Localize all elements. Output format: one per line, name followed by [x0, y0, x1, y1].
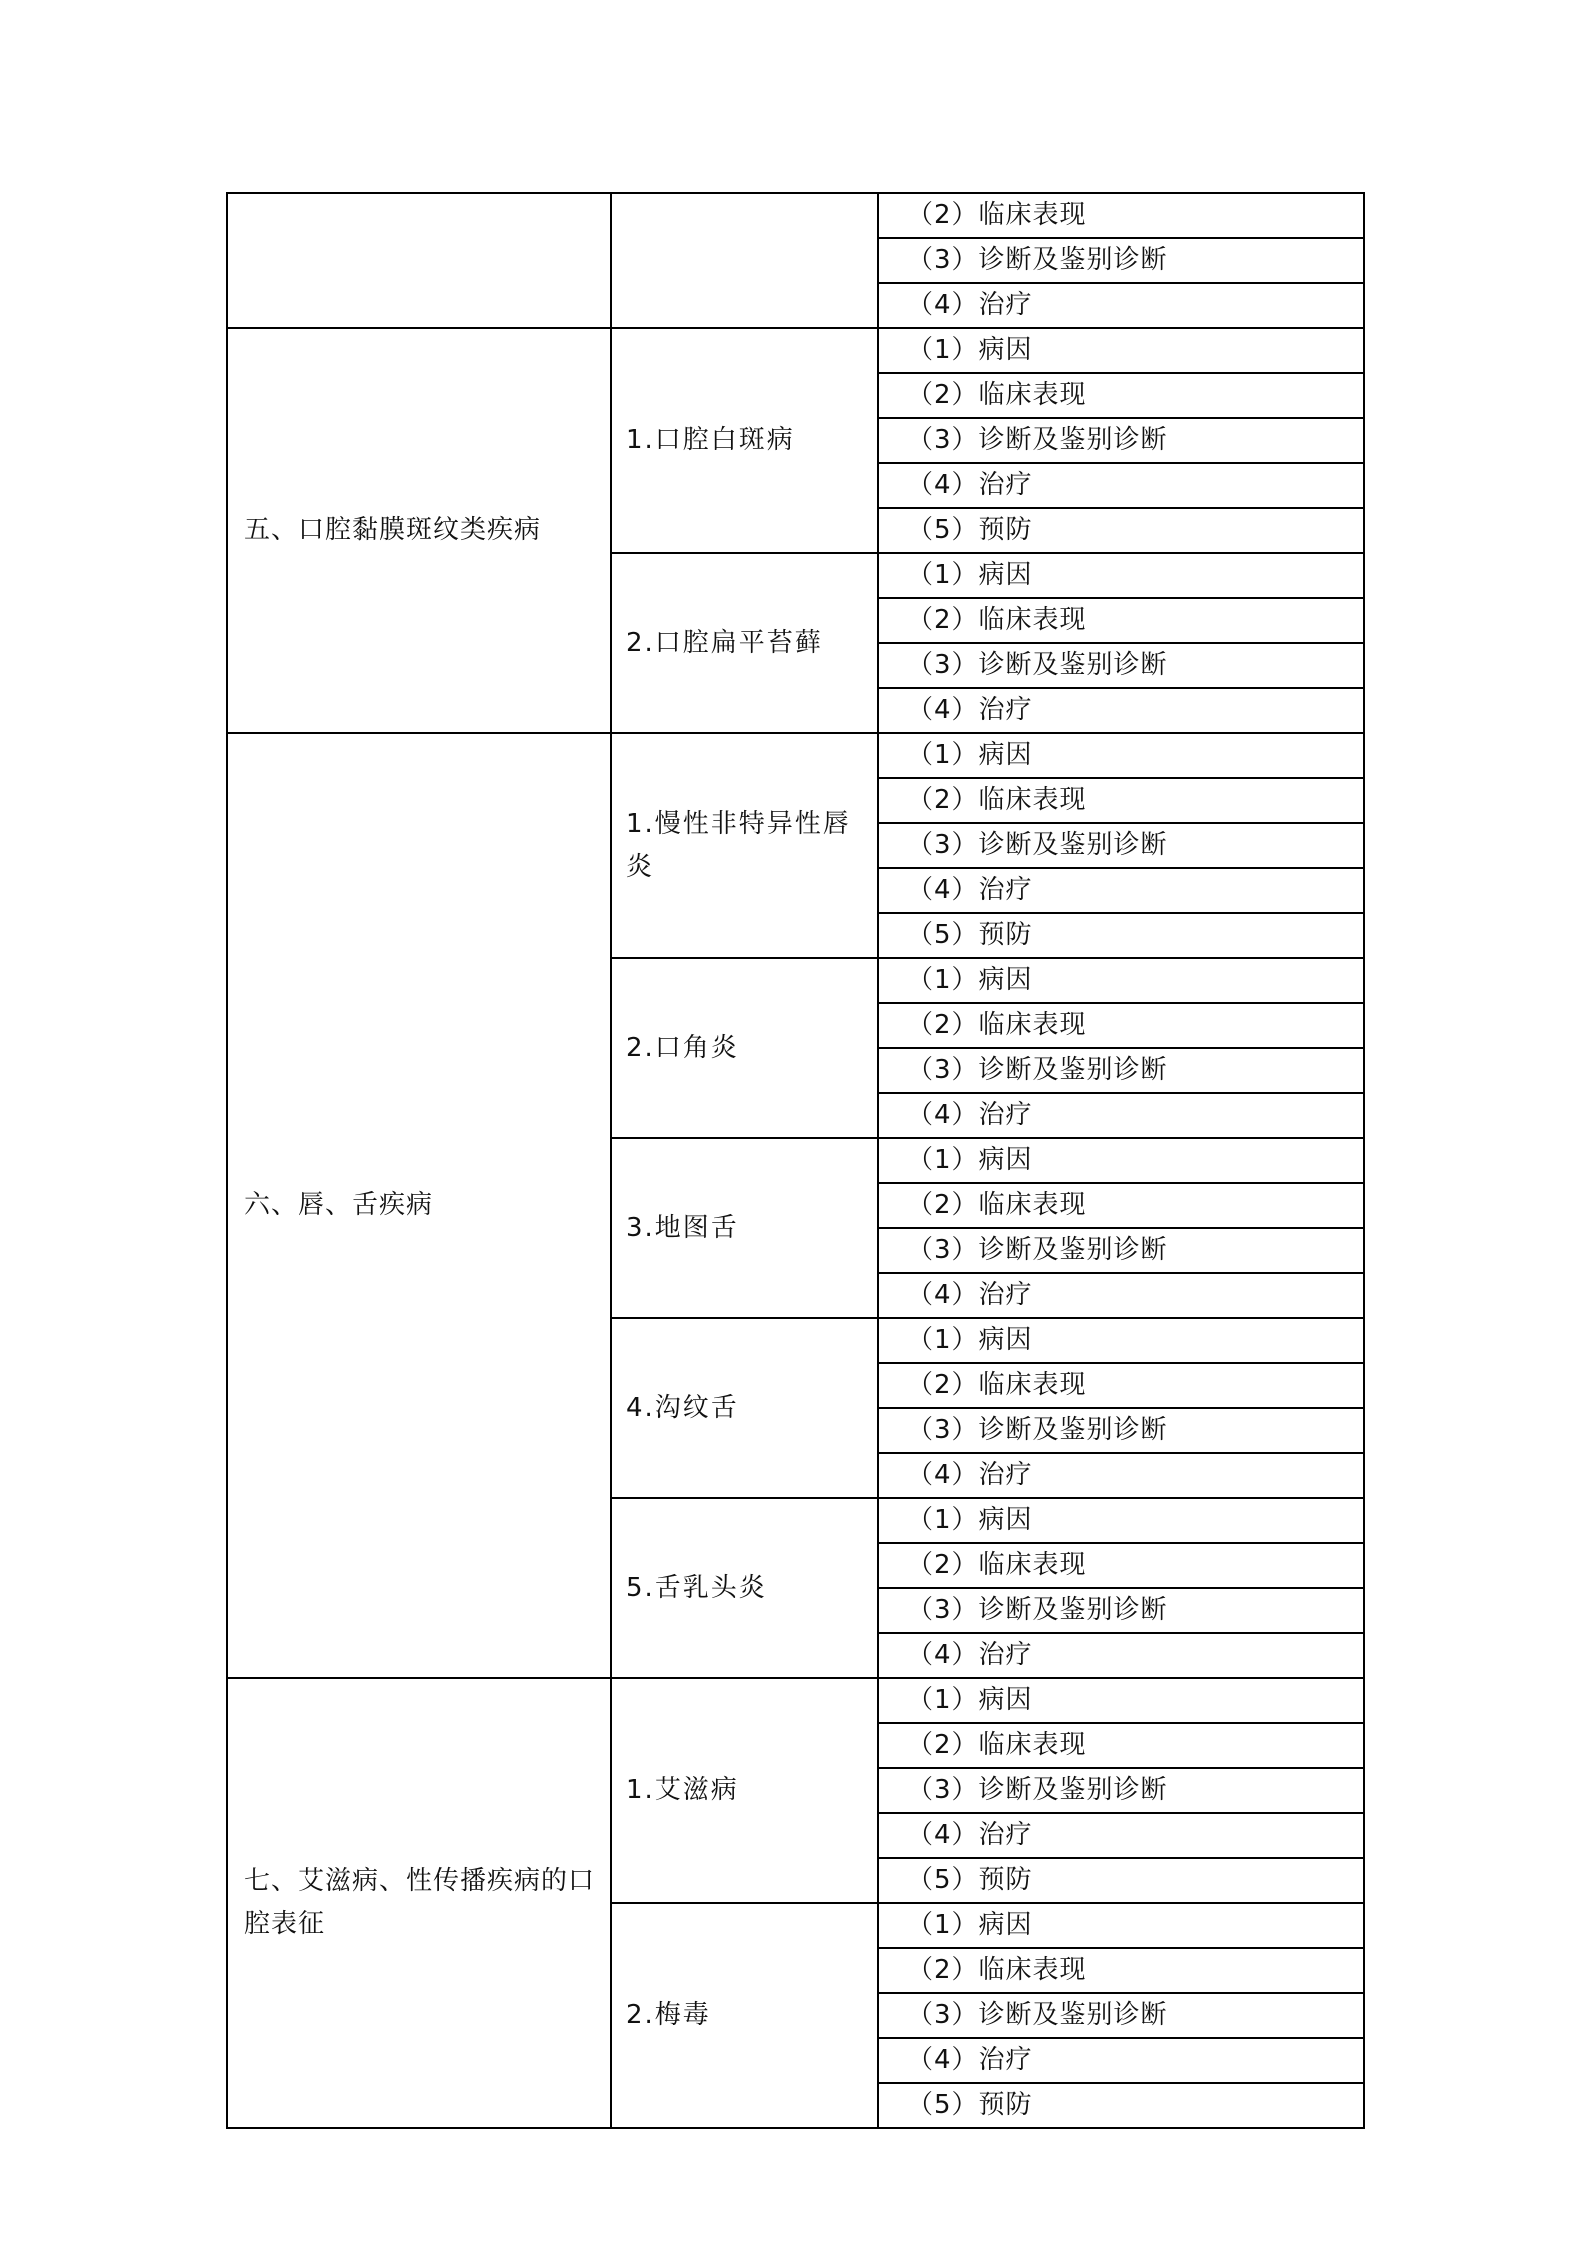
topic-cell — [611, 328, 878, 553]
subtopic-text: （4）治疗 — [907, 2045, 1033, 2075]
subtopic-text: （1）病因 — [907, 560, 1033, 590]
subtopic-text: （3）诊断及鉴别诊断 — [907, 650, 1168, 680]
subtopic-text: （5）预防 — [907, 920, 1033, 950]
section-cell — [227, 193, 611, 328]
topic-cell — [611, 1138, 878, 1318]
subtopic-cell — [878, 2038, 1364, 2083]
topic-title: 1.慢性非特异性唇炎 — [626, 808, 851, 882]
subtopic-cell — [878, 913, 1364, 958]
subtopic-cell — [878, 778, 1364, 823]
subtopic-text: （2）临床表现 — [907, 1550, 1087, 1580]
subtopic-cell — [878, 1048, 1364, 1093]
subtopic-text: （3）诊断及鉴别诊断 — [907, 2000, 1168, 2030]
subtopic-cell — [878, 1408, 1364, 1453]
section-cell — [227, 733, 611, 1678]
subtopic-cell — [878, 1318, 1364, 1363]
subtopic-text: （2）临床表现 — [907, 1190, 1087, 1220]
topic-title: 1.艾滋病 — [626, 1775, 739, 1805]
subtopic-text: （4）治疗 — [907, 1640, 1033, 1670]
section-title: 六、唇、舌疾病 — [244, 1190, 434, 1220]
subtopic-cell — [878, 1723, 1364, 1768]
table-row — [227, 733, 1364, 778]
topic-title: 2.口角炎 — [626, 1032, 739, 1063]
subtopic-text: （2）临床表现 — [907, 1370, 1087, 1400]
subtopic-cell — [878, 1183, 1364, 1228]
subtopic-cell — [878, 553, 1364, 598]
table-row — [227, 328, 1364, 373]
subtopic-text: （4）治疗 — [907, 875, 1033, 905]
topic-cell — [611, 958, 878, 1138]
subtopic-text: （4）治疗 — [907, 1280, 1033, 1310]
subtopic-cell — [878, 1003, 1364, 1048]
subtopic-cell — [878, 688, 1364, 733]
topic-cell — [611, 553, 878, 733]
topic-title: 3.地图舌 — [626, 1212, 739, 1243]
subtopic-text: （2）临床表现 — [907, 200, 1087, 230]
table-row — [227, 1678, 1364, 1723]
table-row — [227, 193, 1364, 238]
section-cell — [227, 1678, 611, 2128]
subtopic-cell — [878, 2083, 1364, 2128]
subtopic-cell — [878, 958, 1364, 1003]
subtopic-cell — [878, 238, 1364, 283]
subtopic-text: （1）病因 — [907, 740, 1033, 770]
subtopic-text: （3）诊断及鉴别诊断 — [907, 1415, 1168, 1445]
subtopic-text: （2）临床表现 — [907, 1955, 1087, 1985]
subtopic-text: （1）病因 — [907, 1685, 1033, 1715]
topic-title: 2.梅毒 — [626, 2000, 711, 2030]
section-cell — [227, 328, 611, 733]
subtopic-text: （2）临床表现 — [907, 785, 1087, 815]
subtopic-text: （1）病因 — [907, 965, 1033, 995]
subtopic-cell — [878, 1588, 1364, 1633]
subtopic-cell — [878, 733, 1364, 778]
subtopic-cell — [878, 1273, 1364, 1318]
subtopic-cell — [878, 1858, 1364, 1903]
subtopic-text: （3）诊断及鉴别诊断 — [907, 1055, 1168, 1085]
subtopic-cell — [878, 1948, 1364, 1993]
subtopic-cell — [878, 1678, 1364, 1723]
subtopic-cell — [878, 598, 1364, 643]
subtopic-text: （3）诊断及鉴别诊断 — [907, 830, 1168, 860]
subtopic-cell — [878, 1453, 1364, 1498]
subtopic-cell — [878, 643, 1364, 688]
subtopic-cell — [878, 193, 1364, 238]
subtopic-text: （2）临床表现 — [907, 380, 1087, 410]
subtopic-text: （4）治疗 — [907, 290, 1033, 320]
subtopic-text: （4）治疗 — [907, 1820, 1033, 1850]
subtopic-text: （4）治疗 — [907, 695, 1033, 725]
subtopic-text: （3）诊断及鉴别诊断 — [907, 1235, 1168, 1265]
subtopic-cell — [878, 1093, 1364, 1138]
section-title: 七、艾滋病、性传播疾病的口腔表征 — [244, 1866, 596, 1939]
subtopic-text: （5）预防 — [907, 2090, 1033, 2120]
subtopic-text: （2）临床表现 — [907, 605, 1087, 635]
subtopic-text: （5）预防 — [907, 515, 1033, 545]
subtopic-text: （5）预防 — [907, 1865, 1033, 1895]
subtopic-text: （3）诊断及鉴别诊断 — [907, 245, 1168, 275]
subtopic-cell — [878, 1138, 1364, 1183]
subtopic-cell — [878, 373, 1364, 418]
topic-cell — [611, 1318, 878, 1498]
subtopic-text: （4）治疗 — [907, 1460, 1033, 1490]
topic-title: 2.口腔扁平苔藓 — [626, 627, 823, 658]
topic-cell — [611, 1903, 878, 2128]
subtopic-text: （4）治疗 — [907, 1100, 1033, 1130]
subtopic-cell — [878, 328, 1364, 373]
subtopic-text: （2）临床表现 — [907, 1010, 1087, 1040]
subtopic-cell — [878, 823, 1364, 868]
subtopic-text: （3）诊断及鉴别诊断 — [907, 425, 1168, 455]
section-title: 五、口腔黏膜斑纹类疾病 — [244, 515, 542, 545]
subtopic-cell — [878, 868, 1364, 913]
topic-cell — [611, 1498, 878, 1678]
subtopic-cell — [878, 1543, 1364, 1588]
subtopic-text: （1）病因 — [907, 335, 1033, 365]
subtopic-cell — [878, 283, 1364, 328]
subtopic-text: （3）诊断及鉴别诊断 — [907, 1595, 1168, 1625]
subtopic-cell — [878, 1228, 1364, 1273]
subtopic-cell — [878, 1903, 1364, 1948]
topic-title: 4.沟纹舌 — [626, 1392, 739, 1423]
subtopic-text: （2）临床表现 — [907, 1730, 1087, 1760]
syllabus-table — [226, 192, 1365, 2129]
subtopic-cell — [878, 508, 1364, 553]
subtopic-cell — [878, 1633, 1364, 1678]
subtopic-text: （1）病因 — [907, 1145, 1033, 1175]
subtopic-text: （3）诊断及鉴别诊断 — [907, 1775, 1168, 1805]
subtopic-cell — [878, 1813, 1364, 1858]
topic-title: 1.口腔白斑病 — [626, 425, 795, 455]
subtopic-text: （1）病因 — [907, 1325, 1033, 1355]
subtopic-cell — [878, 463, 1364, 508]
subtopic-text: （1）病因 — [907, 1910, 1033, 1940]
subtopic-cell — [878, 1363, 1364, 1408]
syllabus-table-body — [227, 193, 1364, 2128]
topic-title: 5.舌乳头炎 — [626, 1572, 767, 1603]
subtopic-cell — [878, 1768, 1364, 1813]
subtopic-text: （1）病因 — [907, 1505, 1033, 1535]
subtopic-cell — [878, 418, 1364, 463]
topic-cell — [611, 193, 878, 328]
topic-cell — [611, 733, 878, 958]
topic-cell — [611, 1678, 878, 1903]
subtopic-text: （4）治疗 — [907, 470, 1033, 500]
subtopic-cell — [878, 1993, 1364, 2038]
subtopic-cell — [878, 1498, 1364, 1543]
